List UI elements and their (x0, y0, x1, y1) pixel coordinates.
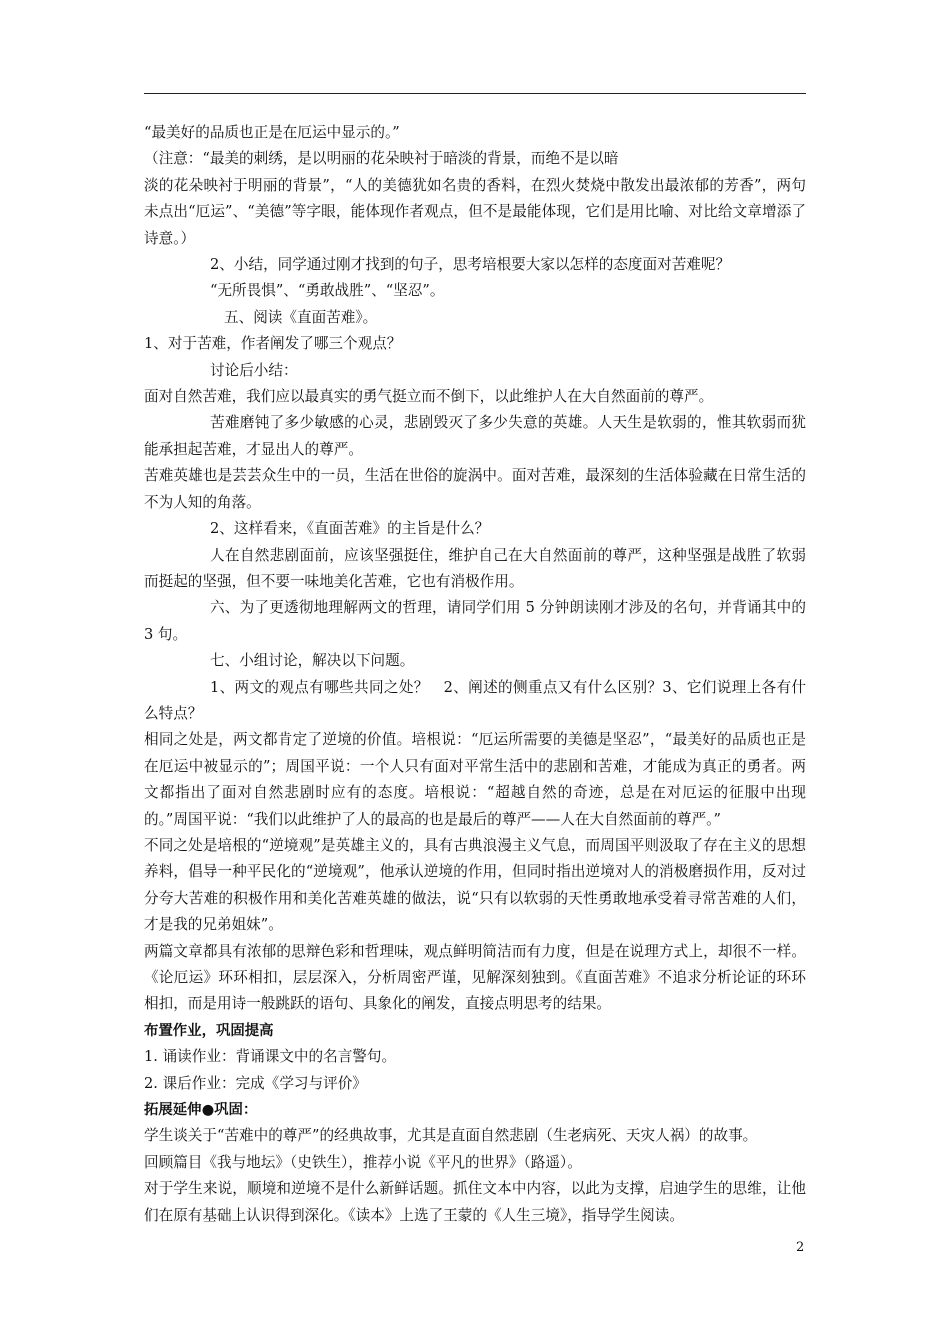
paragraph: 1、两文的观点有哪些共同之处？ 2、阐述的侧重点又有什么区别？3、它们说理上各有什么特点？ (144, 678, 806, 722)
paragraph: 2、小结，同学通过刚才找到的句子，思考培根要大家以怎样的态度面对苦难呢？ (210, 256, 731, 274)
list-item: 2. 课后作业：完成《学习与评价》 (144, 1074, 367, 1092)
paragraph: 六、为了更透彻地理解两文的哲理，请同学们用 5 分钟朗读刚才涉及的名句，并背诵其中的 3 句。 (144, 599, 806, 643)
paragraph: 不同之处是培根的“逆境观”是英雄主义的，具有古典浪漫主义气息，而周国平则汲取了存在主义的思想养料，倡导一种平民化的“逆境观”，他承认逆境的作用，但同时指出逆境对人的消极磨损作用，反对过分夸大苦难的积极作用和美化苦难英雄的做法，说“只有以软弱的天性勇敢地承受着寻常苦难的人们，才是我的兄弟姐妹”。 (144, 836, 806, 934)
paragraph: 2、这样看来，《直面苦难》的主旨是什么？ (210, 520, 490, 538)
section-heading: 拓展延伸●巩固： (144, 1102, 258, 1119)
header-rule (144, 93, 806, 94)
paragraph: 苦难磨钝了多少敏感的心灵，悲剧毁灭了多少失意的英雄。人天生是软弱的，惟其软弱而犹能承担起苦难，才显出人的尊严。 (144, 414, 806, 458)
paragraph: 相同之处是，两文都肯定了逆境的价值。培根说：“厄运所需要的美德是坚忍”，“最美好的品质也正是在厄运中被显示的”；周国平说：一个人只有面对平常生活中的悲剧和苦难，才能成为真正的勇者。两文都指出了面对自然悲剧时应有的态度。培根说：“超越自然的奇迹，总是在对厄运的征服中出现的。”周国平说：“我们以此维护了人的最高的也是最后的尊严——人在大自然面前的尊严。” (144, 731, 806, 828)
list-item: 1. 诵读作业：背诵课文中的名言警句。 (144, 1048, 397, 1066)
page-number: 2 (796, 1240, 805, 1255)
section-heading: 布置作业，巩固提高 (144, 1022, 274, 1039)
paragraph: 回顾篇目《我与地坛》（史铁生），推荐小说《平凡的世界》（路遥）。 (144, 1153, 582, 1171)
paragraph: 淡的花朵映衬于明丽的背景”，“人的美德犹如名贵的香料，在烈火焚烧中散发出最浓郁的芳香”，两句未点出“厄运”、“美德”等字眼，能体现作者观点，但不是最能体现，它们是用比喻、对比给文章增添了诗意。） (144, 176, 806, 247)
paragraph: 七、小组讨论，解决以下问题。 (210, 652, 415, 670)
paragraph: “最美好的品质也正是在厄运中显示的。” (144, 124, 400, 141)
document-body (144, 120, 806, 1229)
paragraph: 对于学生来说，顺境和逆境不是什么新鲜话题。抓住文本中内容，以此为支撑，启迪学生的思维，让他们在原有基础上认识得到深化。《读本》上选了王蒙的《人生三境》，指导学生阅读。 (144, 1180, 806, 1224)
paragraph: 面对自然苦难，我们应以最真实的勇气挺立而不倒下，以此维护人在大自然面前的尊严。 (144, 388, 714, 406)
paragraph: （注意：“最美的刺绣，是以明丽的花朵映衬于暗淡的背景，而绝不是以暗 (144, 150, 619, 168)
section-heading: 五、阅读《直面苦难》。 (224, 308, 378, 326)
paragraph: 苦难英雄也是芸芸众生中的一员，生活在世俗的旋涡中。面对苦难，最深刻的生活体验藏在日常生活的不为人知的角落。 (144, 467, 806, 511)
paragraph: 人在自然悲剧面前，应该坚强挺住，维护自己在大自然面前的尊严，这种坚强是战胜了软弱而挺起的坚强，但不要一味地美化苦难，它也有消极作用。 (144, 546, 806, 590)
paragraph: 1、对于苦难，作者阐发了哪三个观点？ (144, 335, 402, 353)
paragraph: 讨论后小结： (210, 361, 298, 379)
paragraph: 两篇文章都具有浓郁的思辩色彩和哲理味，观点鲜明简洁而有力度，但是在说理方式上，却很不一样。《论厄运》环环相扣，层层深入，分析周密严谨，见解深刻独到。《直面苦难》不追求分析论证的环环相扣，而是用诗一般跳跃的语句、具象化的阐发，直接点明思考的结果。 (144, 942, 806, 1013)
paragraph: “无所畏惧”、“勇敢战胜”、“坚忍”。 (210, 282, 445, 300)
paragraph: 学生谈关于“苦难中的尊严”的经典故事，尤其是直面自然悲剧（生老病死、天灾人祸）的故事。 (144, 1127, 758, 1145)
